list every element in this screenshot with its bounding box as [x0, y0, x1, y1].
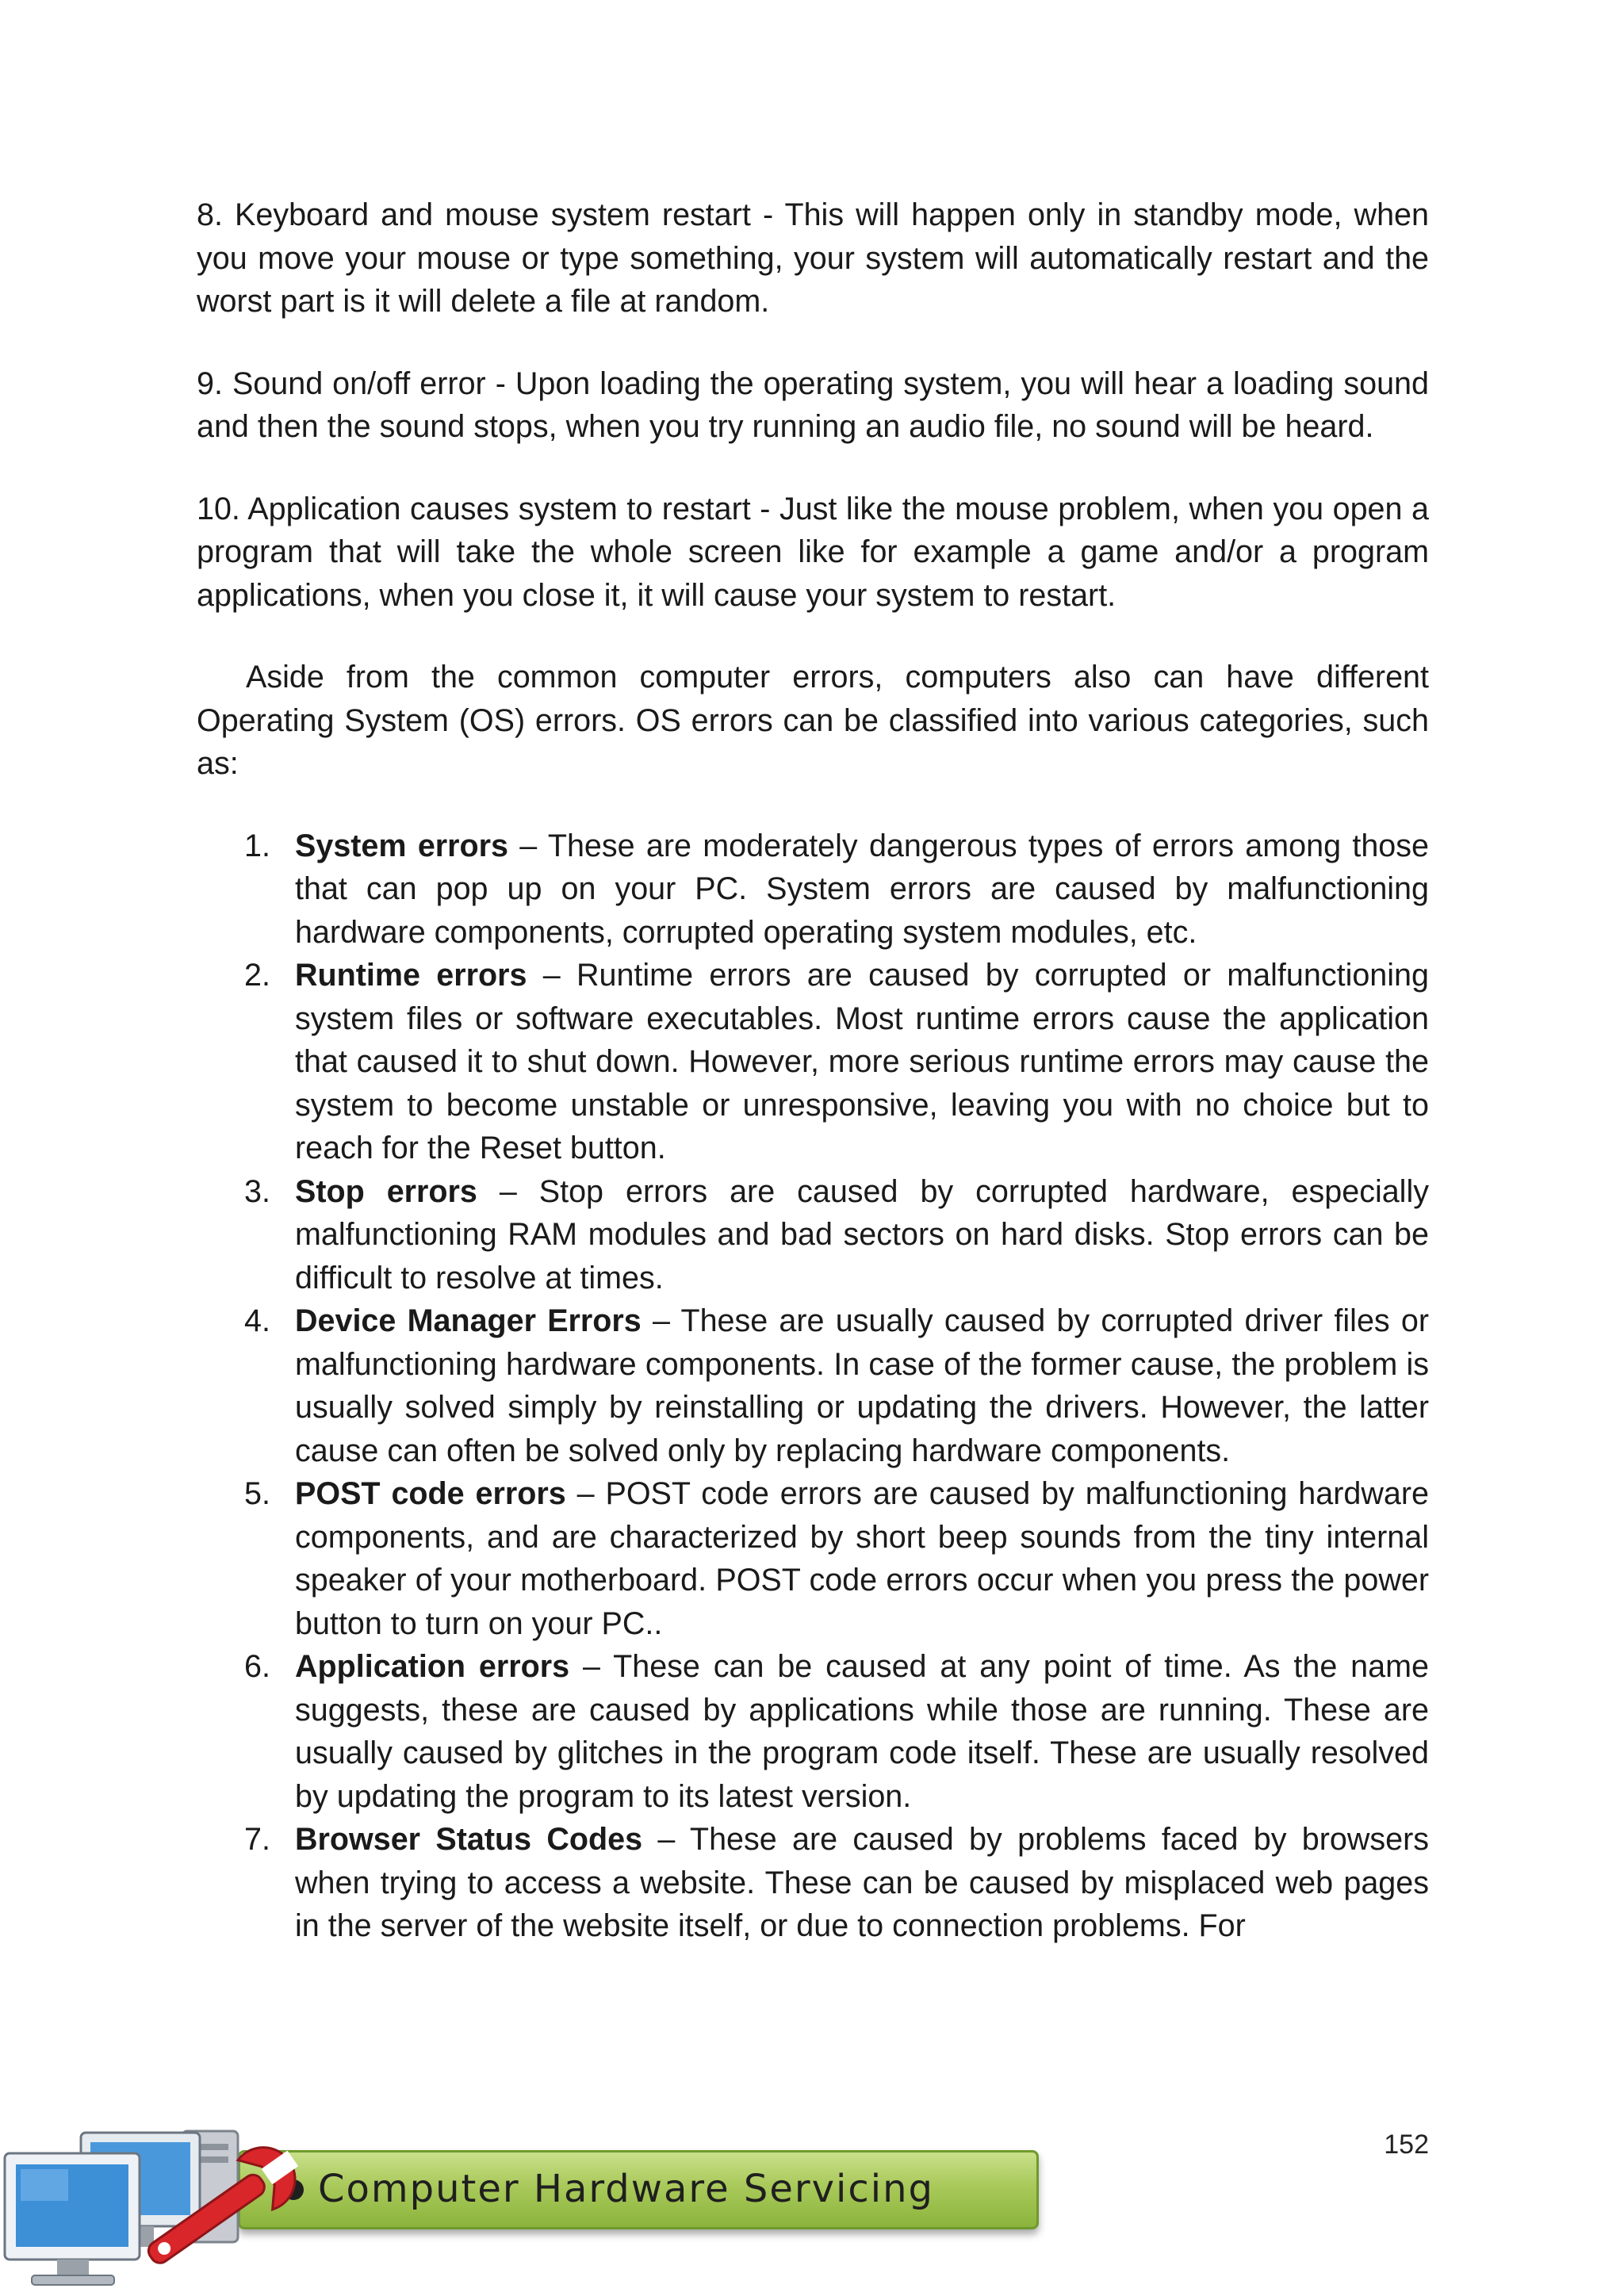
- list-item: [197, 1170, 1429, 1300]
- paragraph-os-errors-intro: Aside from the common computer errors, computers also can have different Operating System (OS) errors. OS errors can be classified into various categories, such as:: [197, 660, 1429, 781]
- banner-title: Computer Hardware Servicing: [318, 2167, 934, 2211]
- error-description: – Stop errors are caused by corrupted hardware, especially malfunctioning RAM modules and bad sectors on hard disks. Stop errors can be difficult to resolve at times.: [295, 1173, 1429, 1295]
- error-term: Runtime errors: [295, 958, 527, 993]
- error-description: – These are caused by problems faced by browsers when trying to access a website. These can be caused by misplaced web pages in the server of the website itself, or due to connection problems. For: [295, 1822, 1429, 1943]
- list-item: [197, 954, 1429, 1170]
- footer-banner: [238, 2150, 1039, 2229]
- list-number: 7.: [244, 1822, 270, 1857]
- page-body: [197, 193, 1429, 1948]
- error-description: – POST code errors are caused by malfunctioning hardware components, and are characterized by short beep sounds from the tiny internal speaker of your motherboard. POST code errors occur when you press the power button to turn on your PC..: [295, 1476, 1429, 1641]
- error-term: POST code errors: [295, 1476, 566, 1511]
- paragraph-application-restart: 10. Application causes system to restart - Just like the mouse problem, when you open a program that will take the whole screen like for example a game and/or a program applications, when you close it, it will cause your system to restart.: [197, 491, 1429, 613]
- paragraph-keyboard-mouse-restart: 8. Keyboard and mouse system restart - This will happen only in standby mode, when you move your mouse or type something, your system will automatically restart and the worst part is it will delete a file at random.: [197, 197, 1429, 319]
- error-term: Stop errors: [295, 1173, 477, 1209]
- paragraph-sound-error: 9. Sound on/off error - Upon loading the operating system, you will hear a loading sound and then the sound stops, when you try running an audio file, no sound will be heard.: [197, 365, 1429, 444]
- os-errors-list: [197, 825, 1429, 1948]
- error-description: – These are moderately dangerous types of errors among those that can pop up on your PC. System errors are caused by malfunctioning hardware components, corrupted operating system modules, etc.: [295, 828, 1429, 950]
- error-term: Device Manager Errors: [295, 1303, 642, 1338]
- page-number: 152: [1384, 2130, 1429, 2160]
- list-number: 5.: [244, 1476, 270, 1511]
- list-item: [197, 1299, 1429, 1472]
- footer-logo-banner: [0, 2109, 1063, 2296]
- list-number: 3.: [244, 1173, 270, 1209]
- list-number: 4.: [244, 1303, 270, 1338]
- list-item: [197, 825, 1429, 955]
- error-description: – Runtime errors are caused by corrupted or malfunctioning system files or software executables. Most runtime errors cause the application that caused it to shut down. However, more serious runtime errors may cause the system to become unstable or unresponsive, leaving you with no choice but to reach for the Reset button.: [295, 958, 1429, 1165]
- wrench-icon: [0, 2125, 333, 2296]
- list-item: [197, 1818, 1429, 1948]
- list-item: [197, 1472, 1429, 1645]
- error-description: – These can be caused at any point of time. As the name suggests, these are caused by applications while those are running. These are usually caused by glitches in the program code itself. These are usually resolved by updating the program to its latest version.: [295, 1649, 1429, 1814]
- list-number: 2.: [244, 958, 270, 993]
- error-term: System errors: [295, 828, 508, 863]
- error-term: Browser Status Codes: [295, 1822, 643, 1857]
- error-term: Application errors: [295, 1649, 570, 1684]
- list-number: 6.: [244, 1649, 270, 1684]
- list-number: 1.: [244, 828, 270, 863]
- error-description: – These are usually caused by corrupted driver files or malfunctioning hardware components. In case of the former cause, the problem is usually solved simply by reinstalling or updating the drivers. However, the latter cause can often be solved only by replacing hardware components.: [295, 1303, 1429, 1468]
- list-item: [197, 1645, 1429, 1818]
